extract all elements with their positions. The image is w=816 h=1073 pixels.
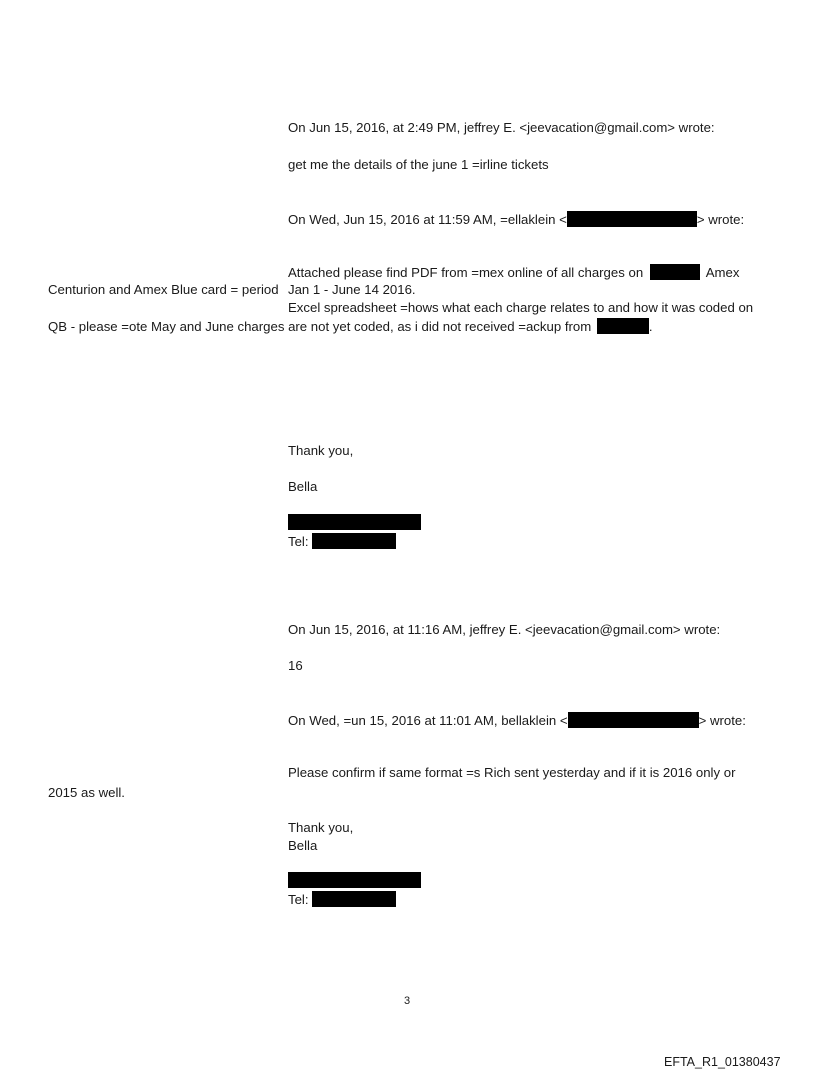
email2-line2-left: Centurion and Amex Blue card = period bbox=[48, 282, 279, 297]
email2-line4-prefix: QB - please =ote May and June charges are not yet coded, as i did not received =ackup from bbox=[48, 319, 592, 334]
email2-line2-right: Jan 1 - June 14 2016. bbox=[288, 282, 416, 297]
page-number: 3 bbox=[404, 995, 411, 1007]
redaction-block bbox=[597, 318, 649, 334]
email4-header-prefix: On Wed, =un 15, 2016 at 11:01 AM, bellaklein < bbox=[288, 713, 568, 728]
email4-header bbox=[288, 712, 746, 729]
email2-thanks: Thank you, bbox=[288, 443, 354, 458]
email1-body: get me the details of the june 1 =irline tickets bbox=[288, 157, 549, 172]
redaction-block bbox=[568, 712, 699, 728]
redaction-block bbox=[288, 514, 421, 530]
email4-tel bbox=[288, 891, 396, 908]
email4-tel-label: Tel: bbox=[288, 892, 309, 907]
email2-line1 bbox=[288, 264, 739, 281]
email4-thanks: Thank you, bbox=[288, 820, 354, 835]
email2-tel bbox=[288, 533, 396, 550]
email2-header bbox=[288, 211, 744, 228]
email1-header: On Jun 15, 2016, at 2:49 PM, jeffrey E. <jeevacation@gmail.com> wrote: bbox=[288, 120, 715, 135]
redaction-block bbox=[288, 872, 421, 888]
email2-line3: Excel spreadsheet =hows what each charge relates to and how it was coded on bbox=[288, 300, 754, 315]
email2-line4-suffix: . bbox=[648, 319, 653, 334]
email2-header-suffix: > wrote: bbox=[696, 212, 745, 227]
redaction-block bbox=[567, 211, 697, 227]
email2-line4 bbox=[48, 318, 653, 335]
redaction-block bbox=[312, 533, 396, 549]
email2-line1-suffix: Amex bbox=[705, 265, 740, 280]
document-id: EFTA_R1_01380437 bbox=[664, 1055, 781, 1069]
email2-tel-label: Tel: bbox=[288, 534, 309, 549]
email2-header-prefix: On Wed, Jun 15, 2016 at 11:59 AM, =ellaklein < bbox=[288, 212, 567, 227]
redaction-block bbox=[650, 264, 700, 280]
email2-signature-name: Bella bbox=[288, 479, 318, 494]
redaction-block bbox=[312, 891, 396, 907]
email4-line2: 2015 as well. bbox=[48, 785, 125, 800]
email2-line1-prefix: Attached please find PDF from =mex online of all charges on bbox=[288, 265, 644, 280]
email4-header-suffix: > wrote: bbox=[698, 713, 746, 728]
email3-body: 16 bbox=[288, 658, 303, 673]
email4-line1: Please confirm if same format =s Rich sent yesterday and if it is 2016 only or bbox=[288, 765, 736, 780]
email4-signature-name: Bella bbox=[288, 838, 318, 853]
email3-header: On Jun 15, 2016, at 11:16 AM, jeffrey E. <jeevacation@gmail.com> wrote: bbox=[288, 622, 721, 637]
